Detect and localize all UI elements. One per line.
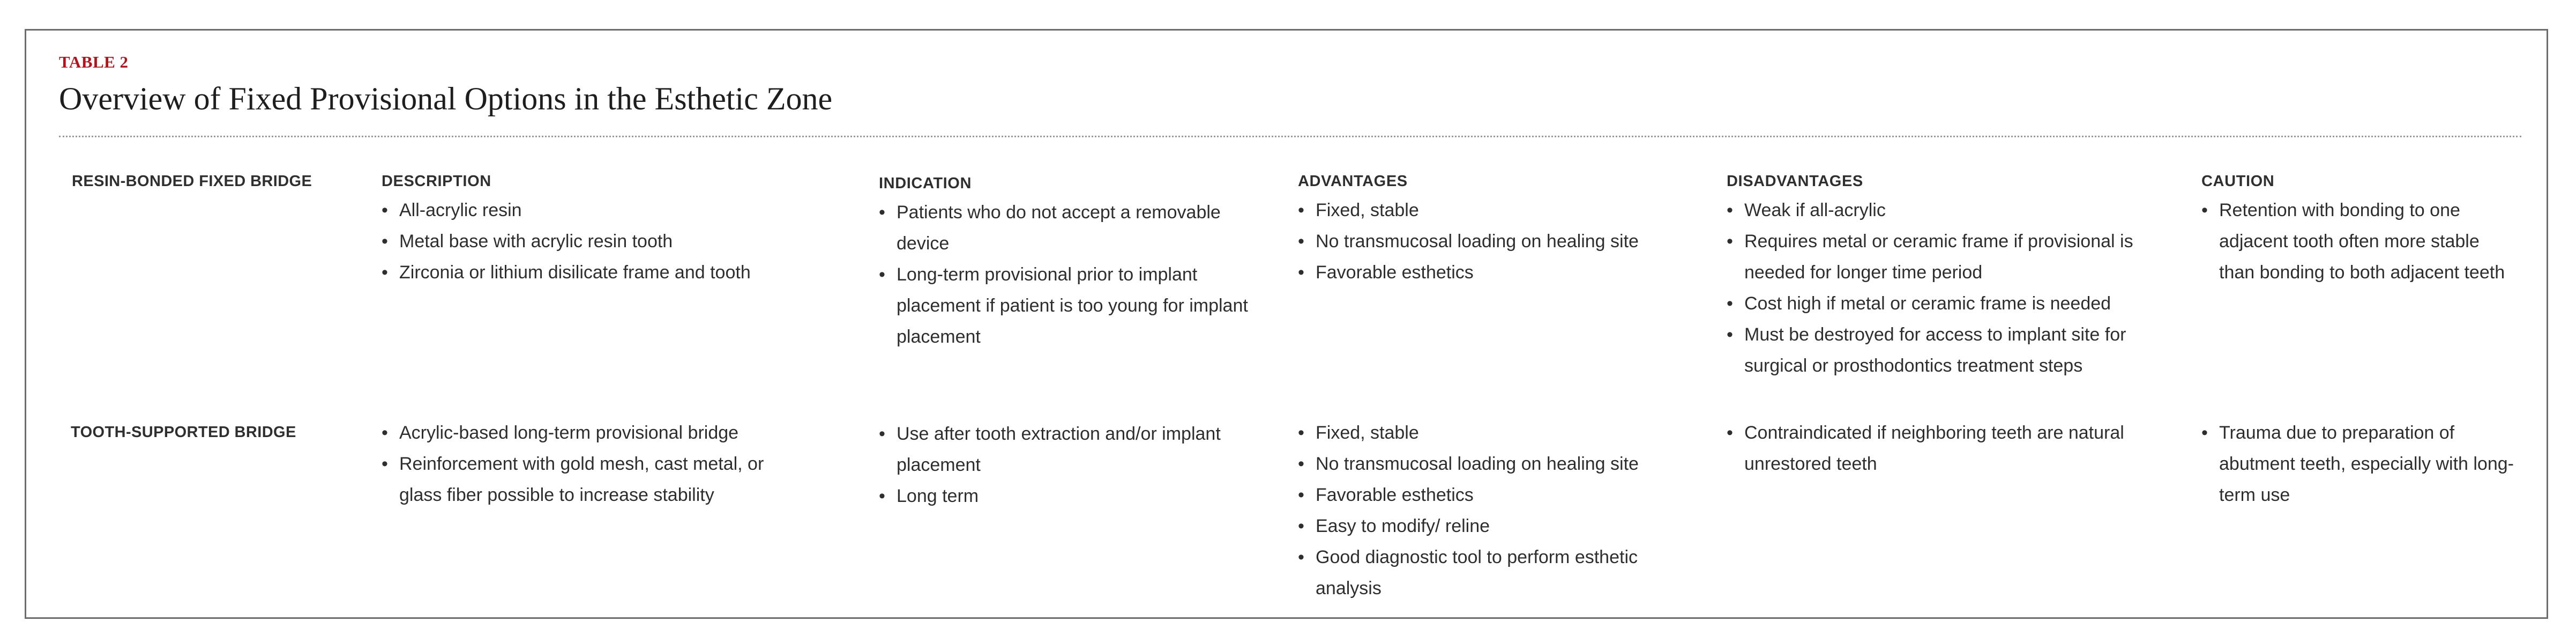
row2-indication-cell xyxy=(879,418,1254,512)
row-header-resin-bonded: RESIN-BONDED FIXED BRIDGE xyxy=(72,173,312,190)
list-item: • Fixed, stable xyxy=(1298,195,1684,226)
row1-indication-list xyxy=(879,197,1254,352)
list-item: • No transmucosal loading on healing site xyxy=(1298,226,1684,257)
list-item: • No transmucosal loading on healing site xyxy=(1298,448,1684,479)
list-item: • Cost high if metal or ceramic frame is needed xyxy=(1727,288,2177,319)
row1-disadvantages-list xyxy=(1727,195,2177,381)
row1-caution-list xyxy=(2201,195,2518,288)
list-item: • Retention with bonding to one adjacent tooth often more stable than bonding to both adjacent teeth xyxy=(2201,195,2518,288)
list-item: • All-acrylic resin xyxy=(382,195,800,226)
row2-caution-list xyxy=(2201,417,2518,511)
list-item: • Fixed, stable xyxy=(1298,417,1684,448)
row2-disadvantages-list xyxy=(1727,417,2134,479)
header-advantages: ADVANTAGES xyxy=(1298,173,1408,190)
row1-advantages-cell xyxy=(1298,173,1684,288)
row1-advantages-list xyxy=(1298,195,1684,288)
list-item: • Long-term provisional prior to implant placement if patient is too young for implant placement xyxy=(879,259,1254,352)
list-item: • Good diagnostic tool to perform esthetic analysis xyxy=(1298,542,1684,604)
row1-caution-cell xyxy=(2201,173,2518,288)
header-description: DESCRIPTION xyxy=(382,173,491,190)
list-item: • Requires metal or ceramic frame if provisional is needed for longer time period xyxy=(1727,226,2177,288)
list-item: • Zirconia or lithium disilicate frame and tooth xyxy=(382,257,800,288)
list-item: • Weak if all-acrylic xyxy=(1727,195,2177,226)
list-item: • Acrylic-based long-term provisional bridge xyxy=(382,417,810,448)
row2-description-list xyxy=(382,417,810,511)
list-item: • Long term xyxy=(879,481,1254,512)
list-item: • Favorable esthetics xyxy=(1298,479,1684,511)
row2-indication-list xyxy=(879,418,1254,512)
header-indication: INDICATION xyxy=(879,175,972,192)
header-caution: CAUTION xyxy=(2201,173,2275,190)
list-item: • Reinforcement with gold mesh, cast metal, or glass fiber possible to increase stability xyxy=(382,448,810,511)
list-item: • Must be destroyed for access to implant site for surgical or prosthodontics treatment steps xyxy=(1727,319,2177,381)
row2-advantages-list xyxy=(1298,417,1684,604)
row2-disadvantages-cell xyxy=(1727,417,2134,479)
list-item: • Easy to modify/ reline xyxy=(1298,511,1684,542)
row2-advantages-cell xyxy=(1298,417,1684,604)
row2-description-cell xyxy=(382,417,810,511)
list-item: • Metal base with acrylic resin tooth xyxy=(382,226,800,257)
list-item: • Use after tooth extraction and/or implant placement xyxy=(879,418,1254,481)
row1-description-cell xyxy=(382,173,800,288)
title-divider xyxy=(59,136,2521,137)
list-item: • Patients who do not accept a removable device xyxy=(879,197,1254,259)
row2-caution-cell xyxy=(2201,417,2518,511)
table-label: TABLE 2 xyxy=(59,53,129,71)
row1-description-list xyxy=(382,195,800,288)
list-item: • Contraindicated if neighboring teeth are natural unrestored teeth xyxy=(1727,417,2134,479)
list-item: • Favorable esthetics xyxy=(1298,257,1684,288)
table-title: Overview of Fixed Provisional Options in the Esthetic Zone xyxy=(59,81,833,116)
header-disadvantages: DISADVANTAGES xyxy=(1727,173,1863,190)
row1-disadvantages-cell xyxy=(1727,173,2177,381)
list-item: • Trauma due to preparation of abutment teeth, especially with long-term use xyxy=(2201,417,2518,511)
row1-indication-cell xyxy=(879,175,1254,352)
row-header-tooth-supported: TOOTH-SUPPORTED BRIDGE xyxy=(71,424,296,441)
